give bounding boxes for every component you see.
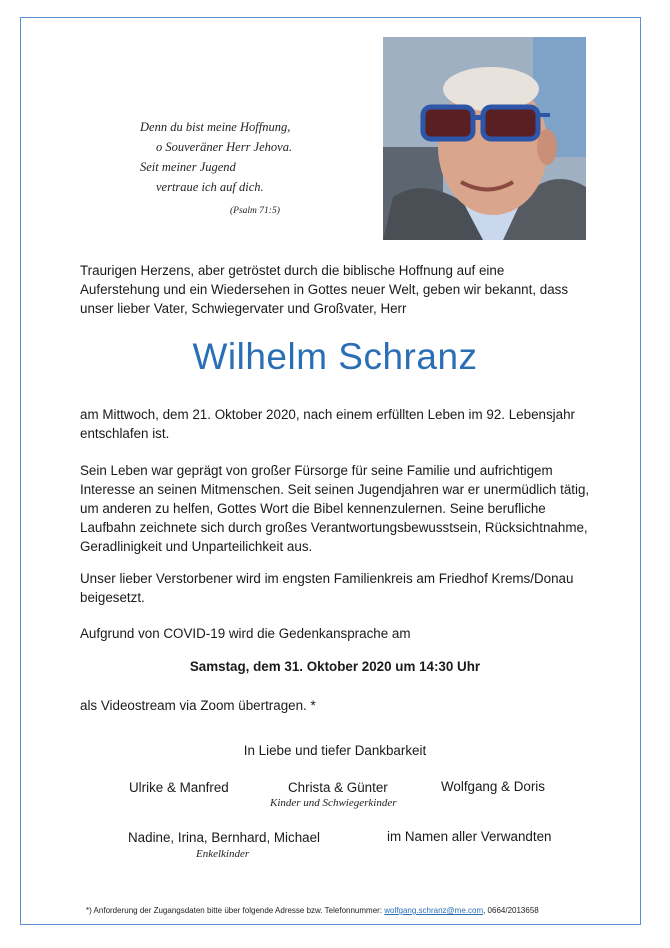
verse-line-2: o Souveräner Herr Jehova. — [156, 140, 293, 154]
footer-text: *) Anforderung der Zugangsdaten bitte über folgende Adresse bzw. Telefonnummer: — [86, 906, 383, 915]
relatives-line: im Namen aller Verwandten — [387, 829, 552, 844]
verse-line-3: Seit meiner Jugend — [140, 160, 236, 174]
children-label: Kinder und Schwiegerkinder — [270, 797, 397, 809]
memorial-date: Samstag, dem 31. Oktober 2020 um 14:30 Uhr — [189, 659, 481, 674]
family-couple-3: Wolfgang & Doris — [441, 779, 545, 794]
verse-line-1: Denn du bist meine Hoffnung, — [140, 120, 291, 134]
family-couple-1: Ulrike & Manfred — [129, 780, 229, 795]
life-paragraph: Sein Leben war geprägt von großer Fürsorge für seine Familie und aufrichtigem Interesse an seinen Mitmenschen. Seit seinen Jugendjahren war er unermüdlich tätig, um anderen zu helfen, Gottes Wort die Bibel kennenzulernen. Seine berufliche Laufbahn zeichnete sich durch großes Verantwortungsbewusstsein, Rücksichtnahme, Geradlinigkeit und Unparteilichkeit aus. — [80, 463, 590, 554]
footer-email-link[interactable]: wolfgang.schranz@me.com — [384, 906, 484, 915]
verse-line-4: vertraue ich auf dich. — [156, 180, 264, 194]
family-couple-2: Christa & Günter — [288, 780, 388, 795]
death-paragraph: am Mittwoch, dem 21. Oktober 2020, nach einem erfüllten Leben im 92. Lebensjahr entschlafen ist. — [80, 407, 575, 441]
grandchildren-names: Nadine, Irina, Bernhard, Michael — [128, 830, 321, 845]
grandchildren-label: Enkelkinder — [196, 848, 250, 860]
thanks-line: In Liebe und tiefer Dankbarkeit — [243, 743, 427, 758]
burial-paragraph: Unser lieber Verstorbener wird im engsten Familienkreis am Friedhof Krems/Donau beigesetzt. — [80, 571, 574, 605]
footer-note — [86, 906, 539, 915]
stream-paragraph: als Videostream via Zoom übertragen. * — [80, 698, 316, 713]
portrait-photo — [383, 37, 586, 240]
deceased-name: Wilhelm Schranz — [192, 336, 478, 377]
verse-reference: (Psalm 71:5) — [230, 206, 280, 216]
bible-verse — [140, 117, 340, 221]
covid-paragraph: Aufgrund von COVID-19 wird die Gedenkansprache am — [80, 626, 411, 641]
intro-paragraph: Traurigen Herzens, aber getröstet durch die biblische Hoffnung auf eine Auferstehung und ein Wiedersehen in Gottes neuer Welt, geben wir bekannt, dass unser lieber Vater, Schwiegervater und Großvater, Herr — [80, 263, 569, 316]
footer-phone: , 0664/2013658 — [483, 906, 539, 915]
